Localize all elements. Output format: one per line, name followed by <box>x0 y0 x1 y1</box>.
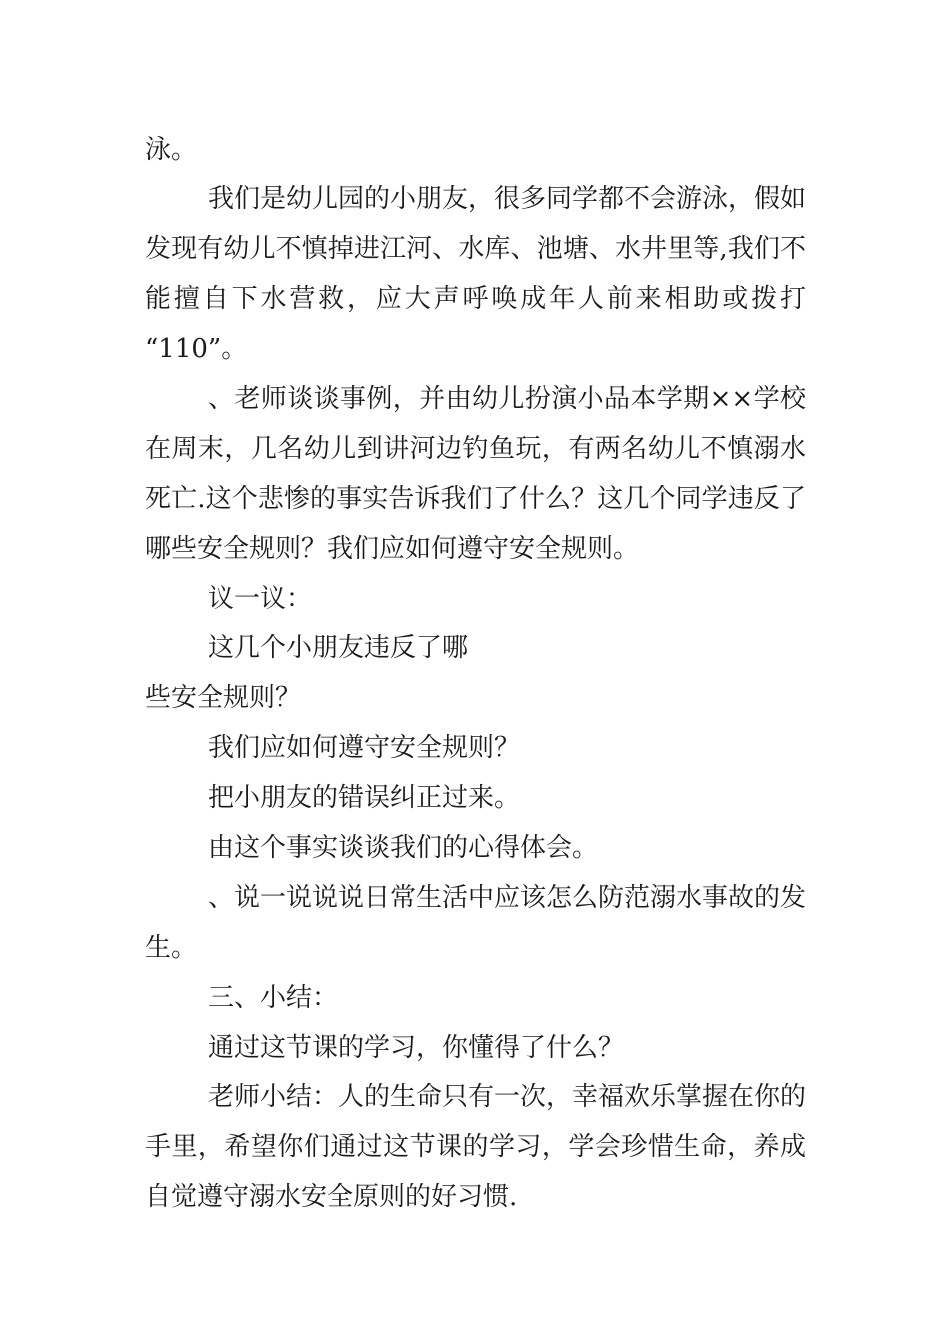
text-line: 、说一说说说日常生活中应该怎么防范溺水事故的发 <box>208 883 807 913</box>
text-line: 生。 <box>145 933 198 963</box>
text-line: 把小朋友的错误纠正过来。 <box>208 783 521 813</box>
text-line: 我们应如何遵守安全规则？ <box>208 733 521 763</box>
text-line: “110”。 <box>145 334 248 364</box>
text-line: 自觉遵守溺水安全原则的好习惯. <box>145 1182 518 1212</box>
text-line: 由这个事实谈谈我们的心得体会。 <box>208 833 599 863</box>
text-line: 议一议： <box>208 584 313 614</box>
text-line: 哪些安全规则？我们应如何遵守安全规则。 <box>145 534 640 564</box>
section-heading: 三、小结： <box>208 983 339 1013</box>
text-line: 发现有幼儿不慎掉进江河、水库、池塘、水井里等,我们不 <box>145 234 806 264</box>
text-line: 我们是幼儿园的小朋友，很多同学都不会游泳，假如 <box>208 184 807 214</box>
text-line: 死亡.这个悲惨的事实告诉我们了什么？这几个同学违反了 <box>145 484 806 514</box>
text-line: 、老师谈谈事例，并由幼儿扮演小品本学期××学校 <box>208 384 806 414</box>
text-line: 在周末，几名幼儿到讲河边钓鱼玩，有两名幼儿不慎溺水 <box>145 434 806 464</box>
text-line: 老师小结：人的生命只有一次，幸福欢乐掌握在你的 <box>208 1082 807 1112</box>
text-line: 些安全规则？ <box>145 683 302 713</box>
text-line: 泳。 <box>145 135 198 165</box>
text-line: 这几个小朋友违反了哪 <box>208 633 469 663</box>
text-line: 通过这节课的学习，你懂得了什么？ <box>208 1033 625 1063</box>
text-line: 能擅自下水营救，应大声呼唤成年人前来相助或拨打 <box>145 284 806 314</box>
text-line: 手里，希望你们通过这节课的学习，学会珍惜生命，养成 <box>145 1132 806 1162</box>
